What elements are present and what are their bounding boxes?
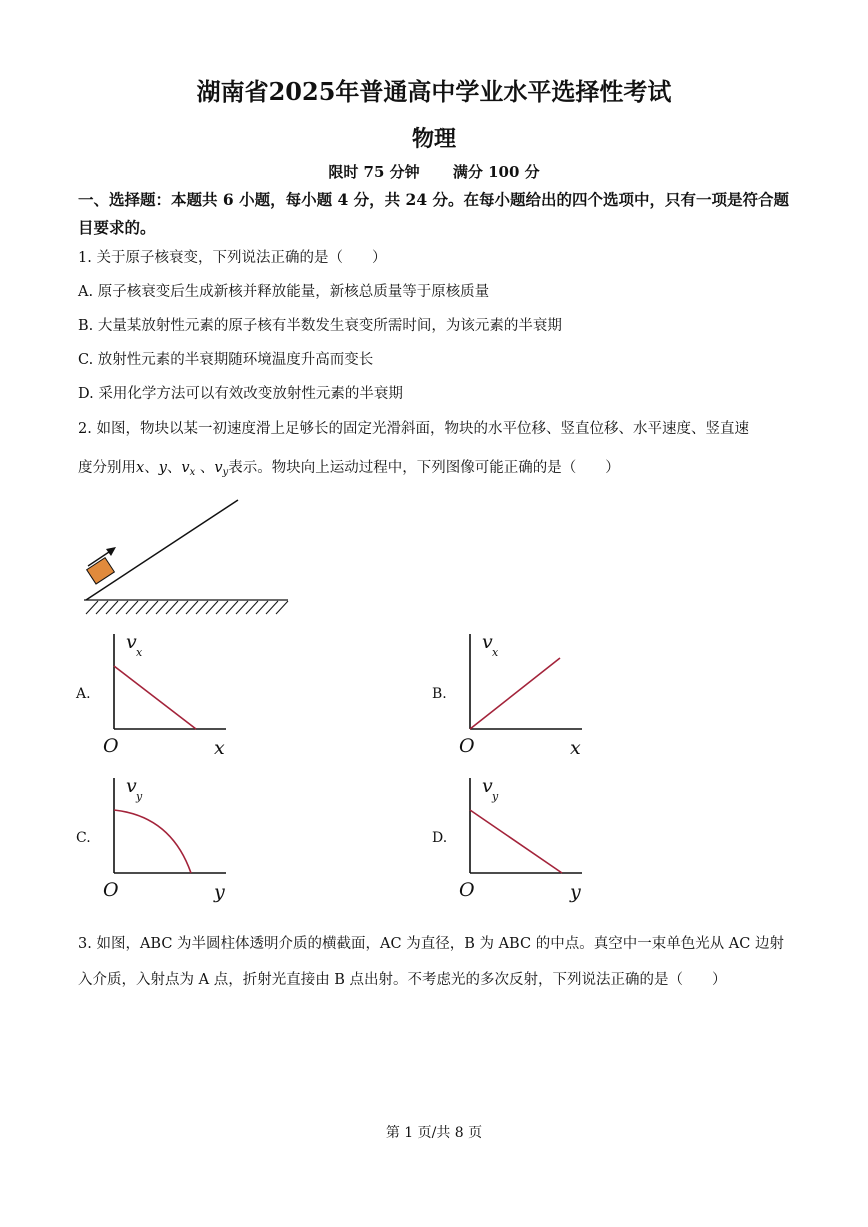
graph-option-b	[452, 628, 622, 763]
y-axis-label-sub: y	[492, 790, 499, 803]
var-vy	[214, 460, 228, 476]
var-vy-sub: y	[222, 467, 229, 478]
y-axis-label: v	[482, 631, 493, 653]
x-axis-label: x	[570, 737, 581, 759]
q1-option-c: C. 放射性元素的半衰期随环境温度升高而变长	[78, 352, 374, 368]
separator: 、	[195, 460, 215, 476]
var-y: y	[158, 460, 167, 476]
var-vy-v: v	[214, 460, 223, 476]
full-score: 满分 100 分	[452, 163, 540, 181]
q3-stem: 3. 如图，ABC 为半圆柱体透明介质的横截面，AC 为直径，B 为 ABC 的中点。真空中一束单色光从 AC 边射入介质，入射点为 A 点，折射光直接由 B 点出射。不考虑光的多次反射，下列说法正确的是（ ）	[78, 936, 784, 988]
y-axis-label: v	[126, 775, 137, 797]
graph-option-label: A.	[76, 686, 91, 702]
y-axis-label-sub: y	[136, 790, 143, 803]
graph-option-d	[452, 772, 622, 907]
separator: 、	[144, 460, 159, 476]
var-vx	[181, 460, 195, 476]
q2-stem-line1: 2. 如图，物块以某一初速度滑上足够长的固定光滑斜面，物块的水平位移、竖直位移、水平速度、竖直速	[78, 421, 749, 437]
graph-option-label: D.	[432, 830, 448, 846]
var-x: x	[136, 460, 145, 476]
graph-option-label: C.	[76, 830, 91, 846]
q2-text: 表示。物块向上运动过程中，下列图像可能正确的是（ ）	[228, 460, 620, 476]
sliding-block	[87, 558, 115, 584]
exam-limits	[0, 161, 868, 182]
var-vx-sub: x	[189, 467, 196, 478]
ground-hatch	[86, 601, 288, 614]
q1-option-b: B. 大量某放射性元素的原子核有半数发生衰变所需时间，为该元素的半衰期	[78, 318, 562, 334]
x-axis-label: y	[570, 881, 581, 903]
q1-option-a: A. 原子核衰变后生成新核并释放能量，新核总质量等于原核质量	[78, 284, 490, 300]
q2-text: 度分别用	[78, 460, 136, 476]
graph-option-label: B.	[432, 686, 447, 702]
graph-curve	[470, 810, 562, 873]
graph-curve	[114, 810, 191, 873]
q1-stem: 1. 关于原子核衰变，下列说法正确的是（ ）	[78, 250, 387, 266]
y-axis-label: v	[482, 775, 493, 797]
origin-label: O	[459, 735, 475, 757]
origin-label: O	[459, 879, 475, 901]
subject-title: 物理	[411, 126, 456, 152]
q1-option-d: D. 采用化学方法可以有效改变放射性元素的半衰期	[78, 386, 403, 402]
origin-label: O	[103, 735, 119, 757]
time-limit: 限时 75 分钟	[328, 163, 420, 181]
separator: 、	[166, 460, 182, 476]
var-vx-v: v	[181, 460, 190, 476]
x-axis-label: y	[214, 881, 225, 903]
graph-option-a	[96, 628, 266, 763]
graph-curve	[470, 658, 560, 729]
section-heading: 一、选择题：本题共 6 小题，每小题 4 分，共 24 分。在每小题给出的四个选项中，只有一项是符合题目要求的。	[78, 190, 790, 237]
graph-option-c	[96, 772, 266, 907]
page-footer: 第 1 页/共 8 页	[385, 1125, 483, 1141]
incline-figure	[76, 492, 296, 616]
y-axis-label: v	[126, 631, 137, 653]
q2-stem-line2	[78, 456, 620, 478]
x-axis-label: x	[214, 737, 225, 759]
graph-curve	[114, 666, 196, 729]
y-axis-label-sub: x	[492, 646, 499, 659]
exam-title: 湖南省2025年普通高中学业水平选择性考试	[196, 77, 672, 106]
origin-label: O	[103, 879, 119, 901]
y-axis-label-sub: x	[136, 646, 143, 659]
